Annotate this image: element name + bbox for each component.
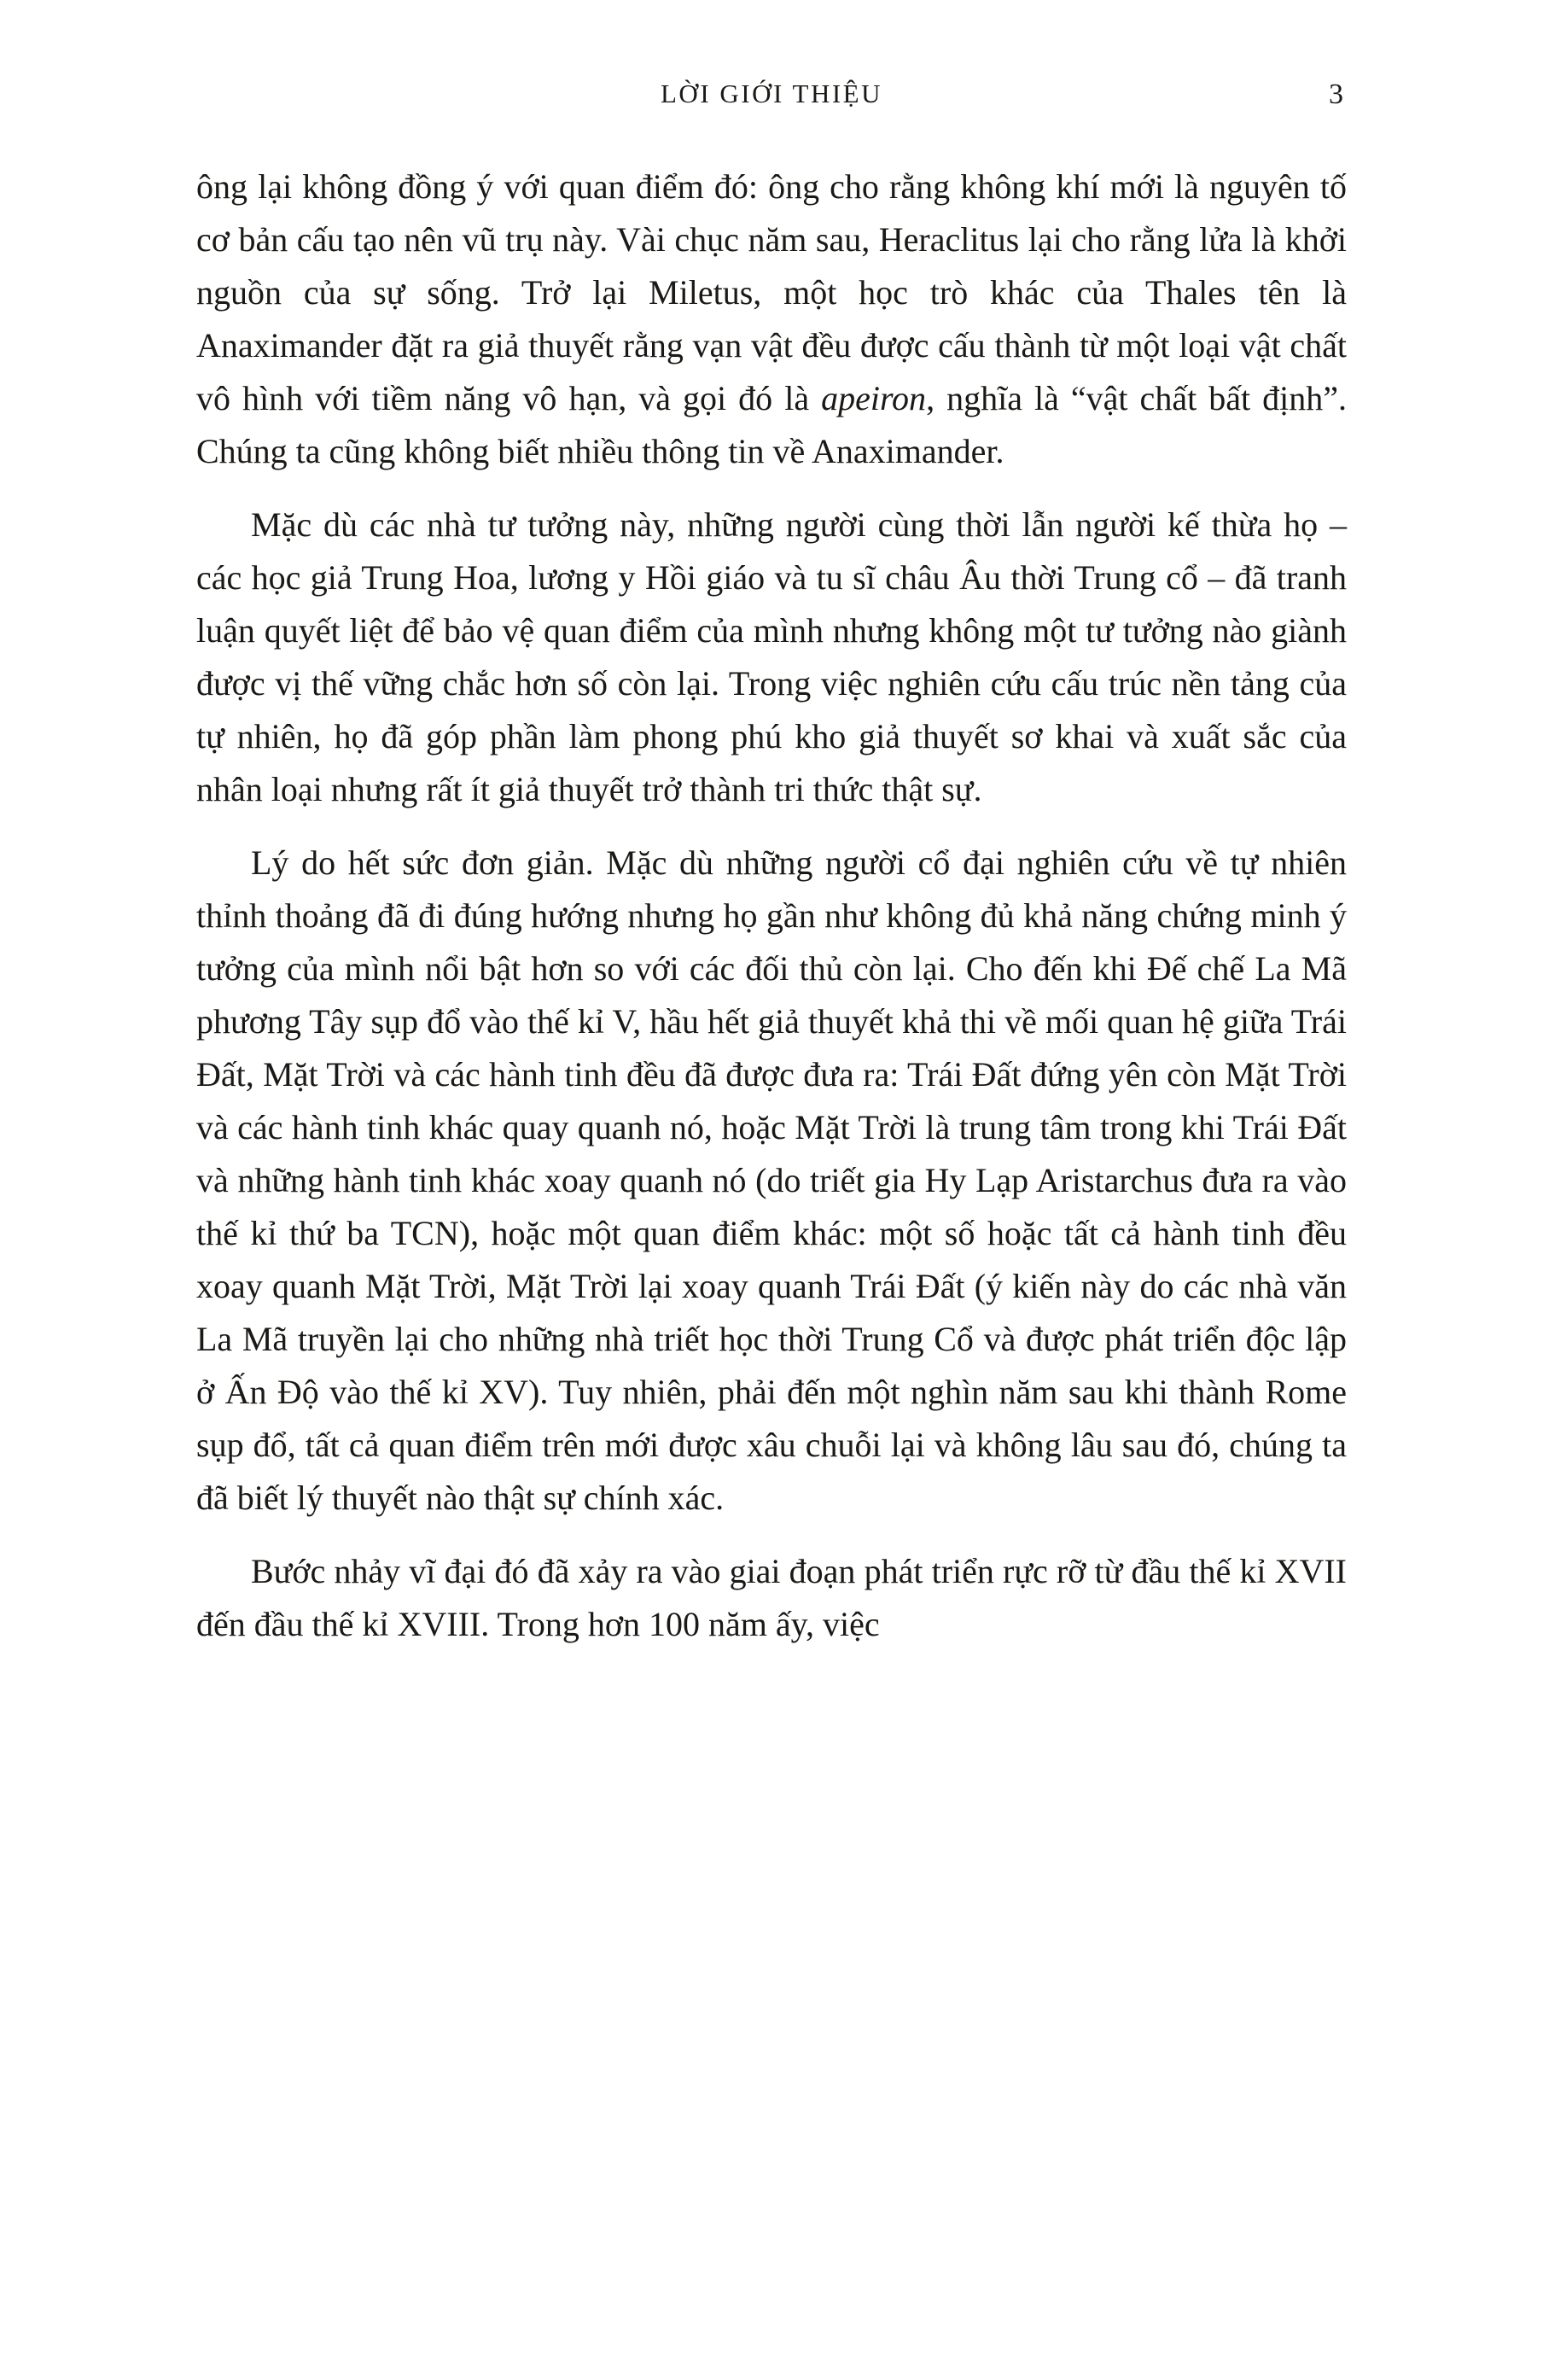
paragraph-1-segment-1: ông lại không đồng ý với quan điểm đó: ông cho rằng không khí mới là nguyên tố cơ bản cấu tạo nên vũ trụ này. Vài chục năm sau, Heraclitus lại cho rằng lửa là khởi nguồn của sự sống. Trở lại Miletus, một học trò khác của Thales tên là Anaximander đặt ra giả thuyết rằng vạn vật đều được cấu thành từ một loại vật chất vô hình với tiềm năng vô hạn, và gọi đó là [196, 167, 1347, 417]
paragraph-1-italic-term: apeiron [821, 379, 927, 417]
paragraph-1 [196, 160, 1347, 478]
paragraph-2: Mặc dù các nhà tư tưởng này, những người cùng thời lẫn người kế thừa họ – các học giả Trung Hoa, lương y Hồi giáo và tu sĩ châu Âu thời Trung cổ – đã tranh luận quyết liệt để bảo vệ quan điểm của mình nhưng không một tư tưởng nào giành được vị thế vững chắc hơn số còn lại. Trong việc nghiên cứu cấu trúc nền tảng của tự nhiên, họ đã góp phần làm phong phú kho giả thuyết sơ khai và xuất sắc của nhân loại nhưng rất ít giả thuyết trở thành tri thức thật sự. [196, 505, 1347, 808]
page-number: 3 [1329, 79, 1343, 110]
page-content [196, 160, 1347, 1651]
running-header-title: LỜI GIỚI THIỆU [661, 79, 882, 108]
page-header [196, 79, 1347, 116]
paragraph-4: Bước nhảy vĩ đại đó đã xảy ra vào giai đoạn phát triển rực rỡ từ đầu thế kỉ XVII đến đầu thế kỉ XVIII. Trong hơn 100 năm ấy, việc [196, 1552, 1347, 1643]
paragraph-3: Lý do hết sức đơn giản. Mặc dù những người cổ đại nghiên cứu về tự nhiên thỉnh thoảng đã đi đúng hướng nhưng họ gần như không đủ khả năng chứng minh ý tưởng của mình nổi bật hơn so với các đối thủ còn lại. Cho đến khi Đế chế La Mã phương Tây sụp đổ vào thế kỉ V, hầu hết giả thuyết khả thi về mối quan hệ giữa Trái Đất, Mặt Trời và các hành tinh đều đã được đưa ra: Trái Đất đứng yên còn Mặt Trời và các hành tinh khác quay quanh nó, hoặc Mặt Trời là trung tâm trong khi Trái Đất và những hành tinh khác xoay quanh nó (do triết gia Hy Lạp Aristarchus đưa ra vào thế kỉ thứ ba TCN), hoặc một quan điểm khác: một số hoặc tất cả hành tinh đều xoay quanh Mặt Trời, Mặt Trời lại xoay quanh Trái Đất (ý kiến này do các nhà văn La Mã truyền lại cho những nhà triết học thời Trung Cổ và được phát triển độc lập ở Ấn Độ vào thế kỉ XV). Tuy nhiên, phải đến một nghìn năm sau khi thành Rome sụp đổ, tất cả quan điểm trên mới được xâu chuỗi lại và không lâu sau đó, chúng ta đã biết lý thuyết nào thật sự chính xác. [196, 843, 1347, 1517]
paragraph-1-segment-3: , nghĩa là “vật chất bất định”. Chúng ta cũng không biết nhiều thông tin về Anaximander. [196, 379, 1347, 470]
